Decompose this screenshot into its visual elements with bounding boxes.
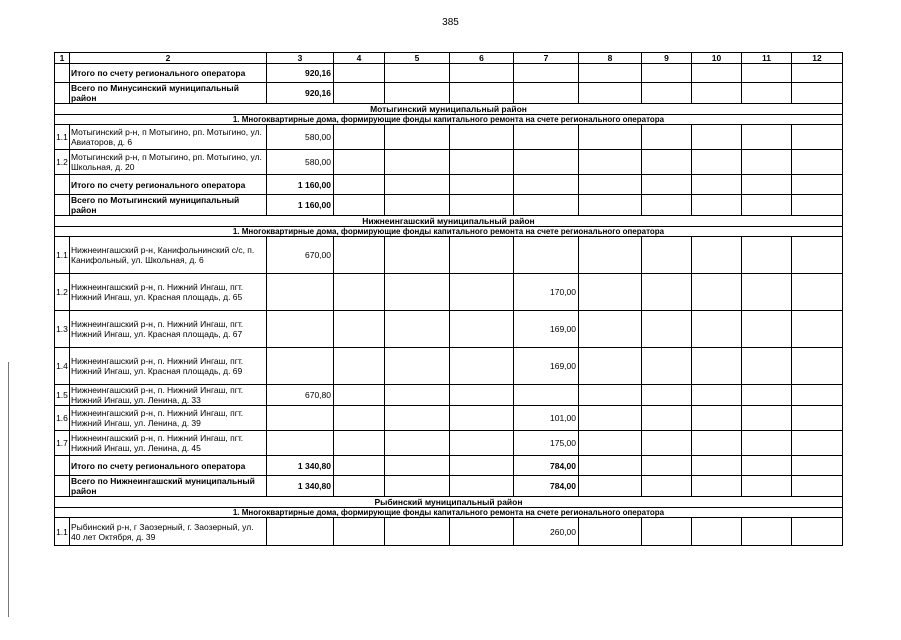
total-row	[55, 195, 843, 216]
empty-cell	[792, 175, 843, 195]
empty-cell	[692, 125, 742, 150]
total-label: Всего по Минусинский муниципальный район	[70, 83, 267, 104]
amount-col-7	[514, 237, 579, 274]
page-number: 385	[442, 17, 459, 28]
address-cell: Нижнеингашский р-н, п. Нижний Ингаш, пгт. Нижний Ингаш, ул. Ленина, д. 45	[70, 431, 267, 456]
column-header: 2	[70, 53, 267, 64]
amount-col-3	[267, 274, 334, 311]
empty-cell	[385, 385, 450, 406]
total-label: Итого по счету регионального оператора	[70, 64, 267, 83]
table-body	[55, 53, 843, 546]
address-cell: Нижнеингашский р-н, п. Нижний Ингаш, пгт. Нижний Ингаш, ул. Ленина, д. 33	[70, 385, 267, 406]
amount-col-7: 784,00	[514, 456, 579, 476]
empty-cell	[742, 385, 792, 406]
empty-cell	[579, 518, 642, 546]
empty-cell	[742, 83, 792, 104]
amount-col-7: 169,00	[514, 311, 579, 348]
column-header: 9	[642, 53, 692, 64]
empty-cell	[579, 150, 642, 175]
empty-cell	[334, 406, 385, 431]
scan-margin-line	[8, 362, 9, 617]
amount-col-7: 101,00	[514, 406, 579, 431]
empty-cell	[385, 476, 450, 497]
empty-cell	[579, 125, 642, 150]
empty-cell	[579, 237, 642, 274]
amount-col-7	[514, 175, 579, 195]
empty-cell	[642, 83, 692, 104]
empty-cell	[385, 456, 450, 476]
empty-cell	[334, 385, 385, 406]
empty-cell	[642, 237, 692, 274]
empty-cell	[792, 83, 843, 104]
empty-cell	[642, 456, 692, 476]
row-number: 1.1	[55, 125, 70, 150]
row-number: 1.2	[55, 150, 70, 175]
row-number: 1.4	[55, 348, 70, 385]
empty-cell	[792, 195, 843, 216]
empty-cell	[450, 476, 514, 497]
amount-col-7	[514, 83, 579, 104]
category-title: 1. Многоквартирные дома, формирующие фонды капитального ремонта на счете регионального оператора	[55, 227, 843, 237]
total-label: Всего по Нижнеингашский муниципальный район	[70, 476, 267, 497]
district-section-row	[55, 497, 843, 508]
district-name: Нижнеингашский муниципальный район	[55, 216, 843, 227]
column-header: 8	[579, 53, 642, 64]
total-row	[55, 175, 843, 195]
empty-cell	[742, 476, 792, 497]
empty-cell	[642, 406, 692, 431]
empty-cell	[385, 518, 450, 546]
empty-cell	[450, 274, 514, 311]
empty-cell	[742, 64, 792, 83]
empty-cell	[334, 274, 385, 311]
amount-col-7: 784,00	[514, 476, 579, 497]
amount-col-3: 670,80	[267, 385, 334, 406]
empty-cell	[642, 125, 692, 150]
empty-cell	[742, 195, 792, 216]
district-section-row	[55, 104, 843, 115]
empty-cell	[692, 83, 742, 104]
empty-cell	[792, 456, 843, 476]
amount-col-7	[514, 125, 579, 150]
empty-cell	[642, 518, 692, 546]
empty-cell	[692, 311, 742, 348]
empty-cell	[385, 195, 450, 216]
row-number	[55, 476, 70, 497]
amount-col-3: 580,00	[267, 125, 334, 150]
empty-cell	[385, 125, 450, 150]
amount-col-3: 1 340,80	[267, 476, 334, 497]
column-header: 6	[450, 53, 514, 64]
empty-cell	[579, 431, 642, 456]
address-cell: Нижнеингашский р-н, п. Нижний Ингаш, пгт. Нижний Ингаш, ул. Красная площадь, д. 65	[70, 274, 267, 311]
empty-cell	[385, 311, 450, 348]
amount-col-3: 1 160,00	[267, 195, 334, 216]
table-row	[55, 431, 843, 456]
table-row	[55, 150, 843, 175]
row-number: 1.5	[55, 385, 70, 406]
column-header: 5	[385, 53, 450, 64]
empty-cell	[579, 476, 642, 497]
empty-cell	[450, 150, 514, 175]
empty-cell	[742, 175, 792, 195]
empty-cell	[450, 125, 514, 150]
empty-cell	[642, 175, 692, 195]
empty-cell	[450, 431, 514, 456]
category-row	[55, 508, 843, 518]
amount-col-3: 1 340,80	[267, 456, 334, 476]
total-row	[55, 476, 843, 497]
row-number	[55, 175, 70, 195]
empty-cell	[742, 274, 792, 311]
empty-cell	[692, 237, 742, 274]
empty-cell	[692, 195, 742, 216]
empty-cell	[334, 431, 385, 456]
empty-cell	[642, 274, 692, 311]
total-row	[55, 64, 843, 83]
district-name: Мотыгинский муниципальный район	[55, 104, 843, 115]
amount-col-7: 175,00	[514, 431, 579, 456]
amount-col-3	[267, 518, 334, 546]
empty-cell	[642, 476, 692, 497]
column-header: 1	[55, 53, 70, 64]
amount-col-7	[514, 64, 579, 83]
empty-cell	[450, 406, 514, 431]
empty-cell	[692, 150, 742, 175]
amount-col-3: 920,16	[267, 64, 334, 83]
empty-cell	[742, 406, 792, 431]
amount-col-7: 170,00	[514, 274, 579, 311]
category-row	[55, 115, 843, 125]
empty-cell	[385, 431, 450, 456]
amount-col-7	[514, 385, 579, 406]
column-header: 12	[792, 53, 843, 64]
category-title: 1. Многоквартирные дома, формирующие фонды капитального ремонта на счете регионального оператора	[55, 508, 843, 518]
table-row	[55, 311, 843, 348]
address-cell: Рыбинский р-н, г Заозерный, г. Заозерный, ул. 40 лет Октября, д. 39	[70, 518, 267, 546]
empty-cell	[742, 456, 792, 476]
table-row	[55, 406, 843, 431]
empty-cell	[792, 431, 843, 456]
row-number	[55, 64, 70, 83]
empty-cell	[450, 195, 514, 216]
column-header-row	[55, 53, 843, 64]
address-cell: Нижнеингашский р-н, п. Нижний Ингаш, пгт. Нижний Ингаш, ул. Красная площадь, д. 67	[70, 311, 267, 348]
empty-cell	[642, 311, 692, 348]
empty-cell	[742, 348, 792, 385]
empty-cell	[692, 476, 742, 497]
amount-col-3	[267, 348, 334, 385]
empty-cell	[792, 476, 843, 497]
empty-cell	[385, 274, 450, 311]
empty-cell	[385, 237, 450, 274]
empty-cell	[742, 311, 792, 348]
empty-cell	[792, 518, 843, 546]
row-number: 1.1	[55, 237, 70, 274]
empty-cell	[334, 150, 385, 175]
empty-cell	[792, 125, 843, 150]
empty-cell	[792, 348, 843, 385]
empty-cell	[692, 406, 742, 431]
empty-cell	[579, 83, 642, 104]
column-header: 4	[334, 53, 385, 64]
empty-cell	[385, 64, 450, 83]
row-number: 1.7	[55, 431, 70, 456]
empty-cell	[742, 518, 792, 546]
empty-cell	[792, 64, 843, 83]
total-label: Всего по Мотыгинский муниципальный район	[70, 195, 267, 216]
empty-cell	[450, 385, 514, 406]
empty-cell	[385, 150, 450, 175]
row-number: 1.1	[55, 518, 70, 546]
empty-cell	[334, 175, 385, 195]
category-title: 1. Многоквартирные дома, формирующие фонды капитального ремонта на счете регионального оператора	[55, 115, 843, 125]
empty-cell	[792, 385, 843, 406]
total-row	[55, 456, 843, 476]
empty-cell	[579, 274, 642, 311]
empty-cell	[579, 406, 642, 431]
amount-col-3: 1 160,00	[267, 175, 334, 195]
empty-cell	[692, 385, 742, 406]
address-cell: Нижнеингашский р-н, Канифольнинский с/с, п. Канифольный, ул. Школьная, д. 6	[70, 237, 267, 274]
amount-col-7: 169,00	[514, 348, 579, 385]
column-header: 3	[267, 53, 334, 64]
empty-cell	[450, 348, 514, 385]
empty-cell	[334, 348, 385, 385]
empty-cell	[692, 431, 742, 456]
empty-cell	[334, 64, 385, 83]
empty-cell	[579, 175, 642, 195]
repair-schedule-table	[54, 52, 843, 546]
empty-cell	[579, 348, 642, 385]
empty-cell	[450, 175, 514, 195]
empty-cell	[450, 518, 514, 546]
row-number	[55, 83, 70, 104]
amount-col-3	[267, 406, 334, 431]
empty-cell	[642, 64, 692, 83]
empty-cell	[334, 83, 385, 104]
address-cell: Мотыгинский р-н, п Мотыгино, рп. Мотыгино, ул. Школьная, д. 20	[70, 150, 267, 175]
empty-cell	[742, 125, 792, 150]
empty-cell	[742, 237, 792, 274]
category-row	[55, 227, 843, 237]
empty-cell	[792, 237, 843, 274]
empty-cell	[334, 195, 385, 216]
table-row	[55, 125, 843, 150]
empty-cell	[692, 175, 742, 195]
empty-cell	[385, 348, 450, 385]
empty-cell	[450, 456, 514, 476]
empty-cell	[692, 348, 742, 385]
table-row	[55, 237, 843, 274]
empty-cell	[385, 406, 450, 431]
empty-cell	[579, 456, 642, 476]
row-number: 1.3	[55, 311, 70, 348]
empty-cell	[334, 311, 385, 348]
amount-col-7	[514, 195, 579, 216]
empty-cell	[642, 150, 692, 175]
empty-cell	[579, 64, 642, 83]
empty-cell	[692, 518, 742, 546]
empty-cell	[642, 431, 692, 456]
empty-cell	[385, 83, 450, 104]
empty-cell	[742, 150, 792, 175]
empty-cell	[642, 385, 692, 406]
empty-cell	[334, 518, 385, 546]
empty-cell	[692, 274, 742, 311]
district-section-row	[55, 216, 843, 227]
column-header: 7	[514, 53, 579, 64]
row-number: 1.2	[55, 274, 70, 311]
empty-cell	[579, 385, 642, 406]
empty-cell	[579, 195, 642, 216]
empty-cell	[579, 311, 642, 348]
table-row	[55, 385, 843, 406]
row-number	[55, 456, 70, 476]
amount-col-3: 670,00	[267, 237, 334, 274]
table-row	[55, 348, 843, 385]
row-number: 1.6	[55, 406, 70, 431]
empty-cell	[742, 431, 792, 456]
empty-cell	[792, 311, 843, 348]
amount-col-3: 580,00	[267, 150, 334, 175]
empty-cell	[642, 348, 692, 385]
amount-col-3	[267, 431, 334, 456]
empty-cell	[792, 406, 843, 431]
empty-cell	[334, 237, 385, 274]
empty-cell	[334, 456, 385, 476]
table-row	[55, 518, 843, 546]
empty-cell	[450, 237, 514, 274]
empty-cell	[334, 125, 385, 150]
empty-cell	[385, 175, 450, 195]
amount-col-3	[267, 311, 334, 348]
address-cell: Нижнеингашский р-н, п. Нижний Ингаш, пгт. Нижний Ингаш, ул. Красная площадь, д. 69	[70, 348, 267, 385]
row-number	[55, 195, 70, 216]
empty-cell	[642, 195, 692, 216]
amount-col-7: 260,00	[514, 518, 579, 546]
column-header: 11	[742, 53, 792, 64]
empty-cell	[692, 456, 742, 476]
empty-cell	[450, 83, 514, 104]
total-label: Итого по счету регионального оператора	[70, 456, 267, 476]
empty-cell	[450, 64, 514, 83]
column-header: 10	[692, 53, 742, 64]
empty-cell	[692, 64, 742, 83]
table-row	[55, 274, 843, 311]
amount-col-7	[514, 150, 579, 175]
empty-cell	[334, 476, 385, 497]
empty-cell	[450, 311, 514, 348]
district-name: Рыбинский муниципальный район	[55, 497, 843, 508]
total-label: Итого по счету регионального оператора	[70, 175, 267, 195]
total-row	[55, 83, 843, 104]
empty-cell	[792, 274, 843, 311]
amount-col-3: 920,16	[267, 83, 334, 104]
address-cell: Мотыгинский р-н, п Мотыгино, рп. Мотыгино, ул. Авиаторов, д. 6	[70, 125, 267, 150]
address-cell: Нижнеингашский р-н, п. Нижний Ингаш, пгт. Нижний Ингаш, ул. Ленина, д. 39	[70, 406, 267, 431]
empty-cell	[792, 150, 843, 175]
